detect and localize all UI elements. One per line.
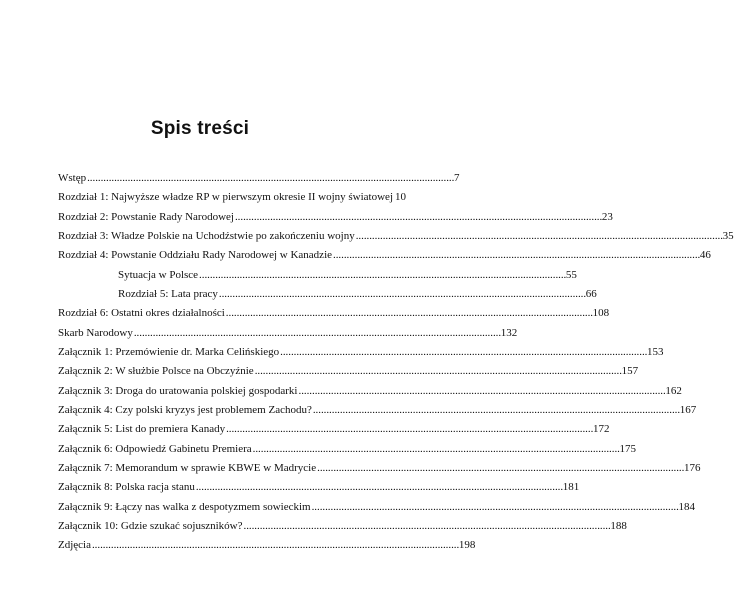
toc-entry-label: Sytuacja w Polsce — [118, 268, 199, 281]
toc-entry — [58, 285, 597, 304]
dot-leader — [92, 536, 458, 555]
toc-entry-page: 55 — [565, 268, 577, 281]
dot-leader — [255, 362, 621, 381]
table-of-contents — [58, 169, 734, 556]
toc-entry-label: Załącznik 9: Łączy nas walka z despotyzmem sowieckim — [58, 500, 311, 513]
toc-entry-page: 35 — [722, 229, 734, 242]
toc-entry-label: Rozdział 5: Lata pracy — [118, 287, 218, 300]
toc-entry-page: 172 — [592, 423, 610, 436]
dot-leader — [235, 208, 601, 227]
dot-leader — [356, 227, 722, 246]
toc-entry-label: Zdjęcia — [58, 539, 91, 552]
dot-leader — [226, 420, 592, 439]
toc-entry-label: Skarb Narodowy — [58, 326, 133, 339]
toc-entry-page: 66 — [585, 287, 597, 300]
dot-leader — [244, 517, 610, 536]
toc-entry-label: Załącznik 6: Odpowiedź Gabinetu Premiera — [58, 442, 252, 455]
toc-entry — [58, 517, 627, 536]
toc-entry — [58, 536, 476, 555]
dot-leader — [313, 401, 679, 420]
toc-entry-page: 184 — [678, 500, 695, 513]
toc-entry-page: 23 — [601, 210, 613, 223]
dot-leader — [299, 382, 665, 401]
toc-entry-page: 188 — [610, 519, 627, 532]
toc-entry — [58, 266, 577, 285]
toc-entry-label: Rozdział 1: Najwyższe władze RP w pierwszym okresie II wojny światowej — [58, 191, 394, 204]
toc-entry-page: 108 — [592, 307, 610, 320]
toc-entry-label: Załącznik 10: Gdzie szukać sojuszników? — [58, 519, 243, 532]
toc-entry-label: Załącznik 4: Czy polski kryzys jest problemem Zachodu? — [58, 403, 312, 416]
toc-entry-label: Rozdział 4: Powstanie Oddziału Rady Narodowej w Kanadzie — [58, 249, 333, 262]
dot-leader — [219, 285, 585, 304]
toc-entry — [58, 440, 637, 459]
toc-entry-page: 10 — [395, 191, 407, 204]
toc-entry — [58, 208, 613, 227]
toc-entry-page: 7 — [453, 172, 460, 184]
dot-leader — [280, 343, 646, 362]
toc-entry — [58, 169, 460, 188]
toc-entry — [58, 420, 610, 439]
toc-entry-label: Załącznik 2: W służbie Polsce na Obczyźnie — [58, 365, 254, 378]
toc-entry — [58, 362, 639, 381]
dot-leader — [196, 478, 562, 497]
toc-entry-page: 162 — [665, 384, 682, 397]
dot-leader — [253, 440, 619, 459]
toc-entry-label: Rozdział 2: Powstanie Rady Narodowej — [58, 210, 234, 223]
toc-entry-page: 181 — [562, 481, 580, 494]
toc-entry — [58, 498, 695, 517]
toc-entry — [58, 382, 682, 401]
toc-entry — [58, 324, 518, 343]
toc-entry-label: Załącznik 5: List do premiera Kanady — [58, 423, 226, 436]
toc-entry — [58, 343, 664, 362]
toc-entry-page: 46 — [699, 249, 711, 262]
dot-leader — [226, 304, 592, 323]
toc-entry-page: 153 — [647, 345, 664, 358]
toc-entry-label: Załącznik 7: Memorandum w sprawie KBWE w Madrycie — [58, 461, 317, 474]
toc-entry — [58, 478, 580, 497]
toc-entry — [58, 188, 407, 207]
toc-entry-label: Załącznik 1: Przemówienie dr. Marka Celińskiego — [58, 345, 280, 358]
toc-entry-page: 157 — [621, 365, 639, 378]
dot-leader — [87, 169, 453, 188]
toc-entry-label: Załącznik 3: Droga do uratowania polskiej gospodarki — [58, 384, 298, 397]
toc-entry — [58, 459, 701, 478]
page-title: Spis treści — [150, 118, 250, 139]
toc-entry-page: 132 — [500, 326, 518, 339]
dot-leader — [317, 459, 683, 478]
dot-leader — [312, 498, 678, 517]
dot-leader — [134, 324, 500, 343]
toc-entry-page: 198 — [458, 539, 476, 552]
toc-entry — [58, 401, 697, 420]
toc-entry-page: 167 — [679, 403, 697, 416]
toc-entry-page: 175 — [619, 442, 637, 455]
toc-entry — [58, 304, 610, 323]
toc-entry-label: Załącznik 8: Polska racja stanu — [58, 481, 195, 494]
toc-entry-page: 176 — [683, 461, 701, 474]
dot-leader — [199, 266, 565, 285]
toc-entry-label: Wstęp — [58, 172, 87, 184]
toc-entry-label: Rozdział 6: Ostatni okres działalności — [58, 307, 225, 320]
toc-entry — [58, 246, 711, 265]
dot-leader — [333, 246, 699, 265]
toc-entry — [58, 227, 734, 246]
toc-entry-label: Rozdział 3: Władze Polskie na Uchodźstwie po zakończeniu wojny — [58, 229, 355, 242]
